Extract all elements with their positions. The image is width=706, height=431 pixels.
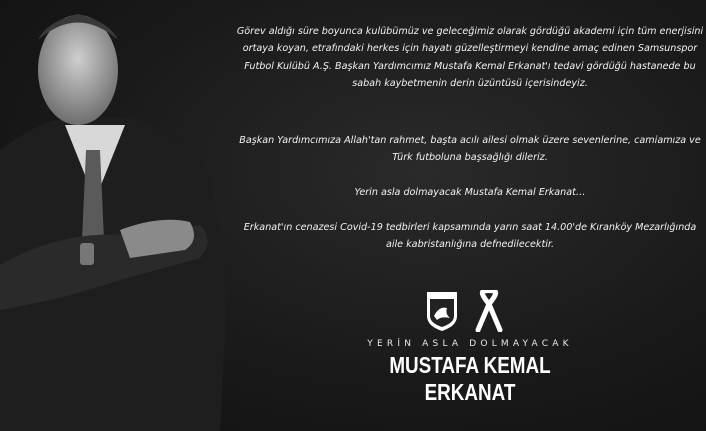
mourning-ribbon-icon [475, 290, 503, 332]
message-paragraph-4: Erkanat'ın cenazesi Covid-19 tedbirleri kapsamında yarın saat 14.00'de Kıranköy Mezarlığında aile kabristanlığına defnedilecektir. [243, 222, 697, 251]
message-paragraph-1: Görev aldığı süre boyunca kulübümüz ve geleceğimiz olarak gördüğü akademi için tüm enerjisini ortaya koyan, etrafındaki herkes için hayatı güzelleştirmeyi kendine amaç edinen Samsunspor Futbol Kulübü A.Ş. Başkan Yardımcımız Mustafa Kemal Erkanat'ı tedavi gördüğü hastanede bu sabah kaybetmenin derin üzüntüsü içerisindeyiz. [236, 26, 704, 89]
samsunspor-crest-icon [425, 290, 459, 332]
portrait-photo [0, 0, 240, 431]
message-paragraph-2: Başkan Yardımcımıza Allah'tan rahmet, başta acılı ailesi olmak üzere sevenlerine, camiamıza ve Türk futboluna başsağlığı dileriz. [239, 135, 701, 164]
message-paragraph-3: Yerin asla dolmayacak Mustafa Kemal Erkanat… [354, 187, 586, 198]
memorial-name: MUSTAFA KEMAL ERKANAT [389, 352, 551, 405]
tagline: YERİN ASLA DOLMAYACAK [367, 339, 573, 349]
logo-row [425, 290, 503, 332]
